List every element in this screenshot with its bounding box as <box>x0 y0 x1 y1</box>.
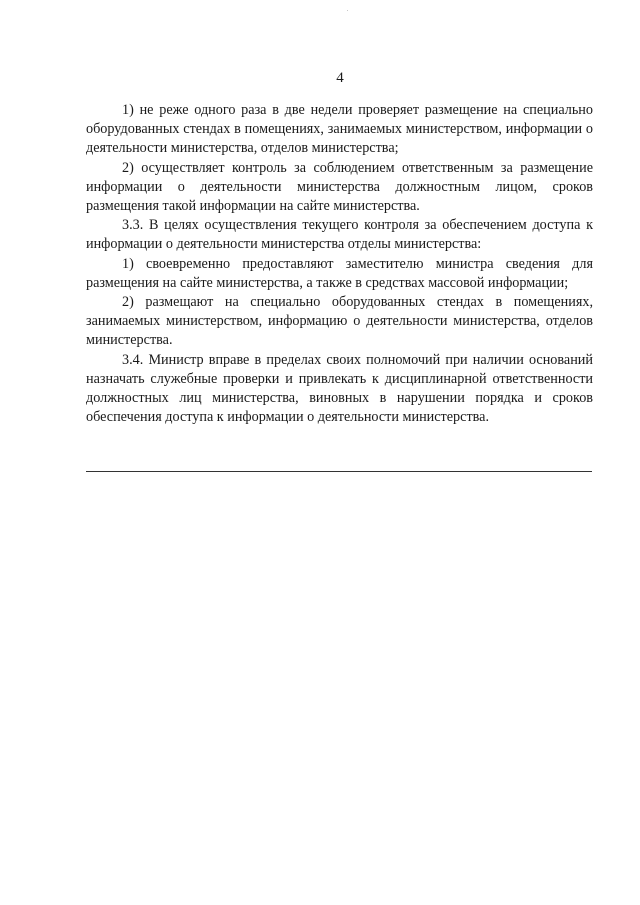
paragraph-2-control-posting: 2) осуществляет контроль за соблюдением ответственным за размещение информации о деятельности министерства должностным лицом, сроков размещения такой информации на сайте министерства. <box>86 159 593 215</box>
scan-speck <box>347 10 348 11</box>
document-body <box>86 101 593 427</box>
paragraph-3-3-item-1: 1) своевременно предоставляют заместителю министра сведения для размещения на сайте министерства, а также в средствах массовой информации; <box>86 255 593 291</box>
page-number: 4 <box>336 70 344 86</box>
paragraph-3-3-item-2: 2) размещают на специально оборудованных стендах в помещениях, занимаемых министерством, информацию о деятельности министерства, отделов министерства. <box>86 294 593 349</box>
end-of-text-divider <box>86 471 592 472</box>
paragraph-3-4-minister-rights: 3.4. Министр вправе в пределах своих полномочий при наличии оснований назначать служебные проверки и привлекать к дисциплинарной ответственности должностных лиц министерства, виновных в нарушении порядка и сроков обеспечения доступа к информации о деятельности министерства. <box>86 351 593 426</box>
paragraph-3-3-current-control: 3.3. В целях осуществления текущего контроля за обеспечением доступа к информации о деятельности министерства отделы министерства: <box>86 217 593 253</box>
paragraph-1-biweekly-check: 1) не реже одного раза в две недели проверяет размещение на специально оборудованных стендах в помещениях, занимаемых министерством, информации о деятельности министерства, отделов министерства; <box>86 102 593 157</box>
